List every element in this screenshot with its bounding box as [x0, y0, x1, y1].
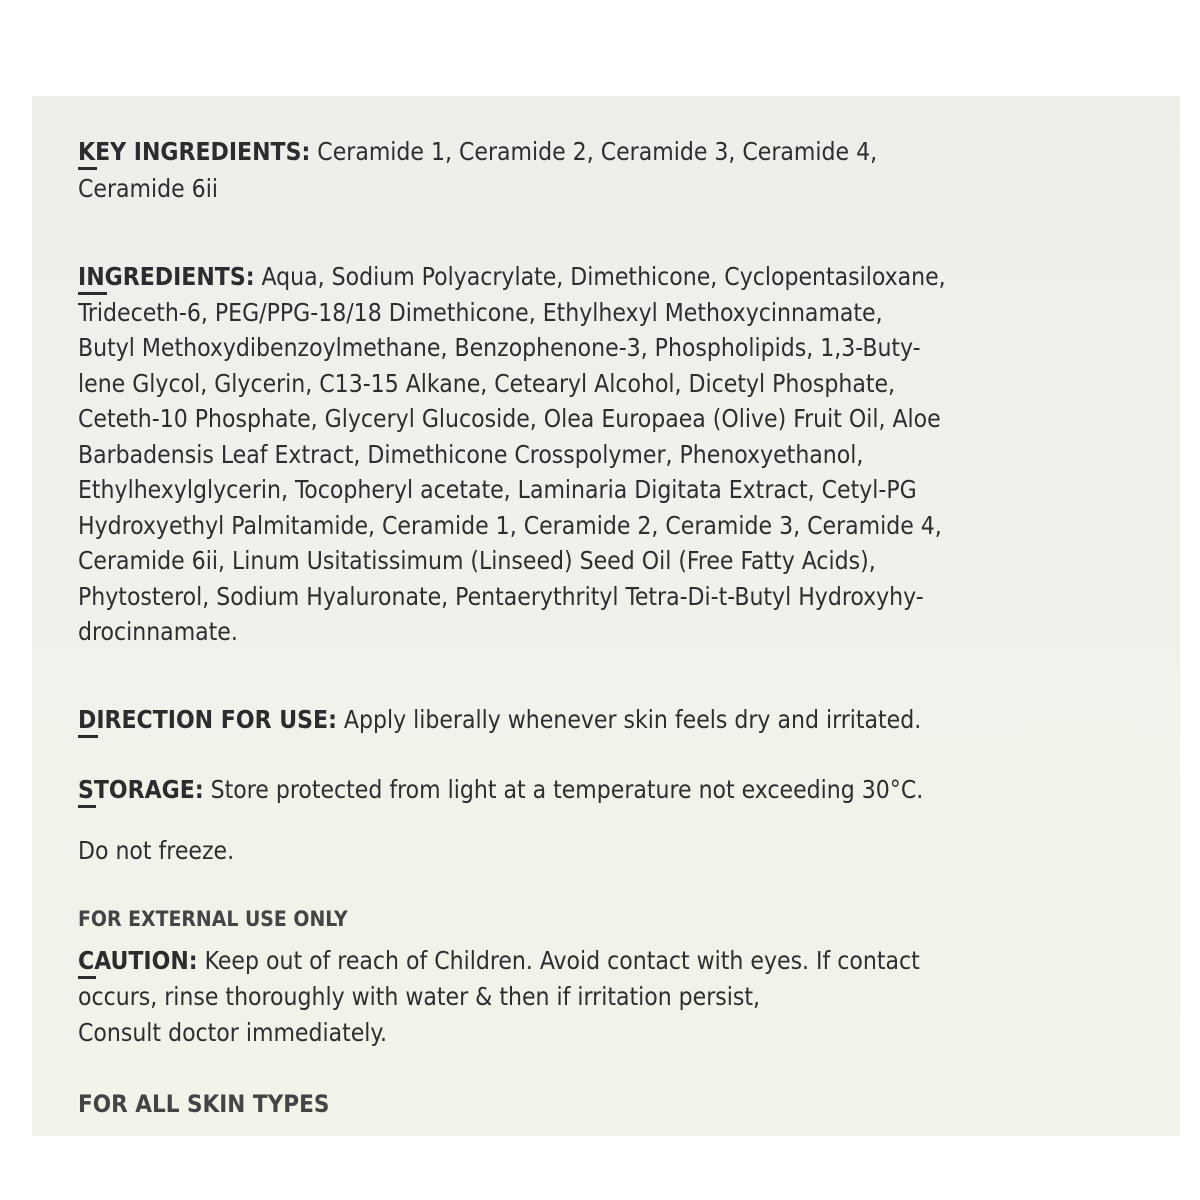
caution-text: Keep out of reach of Children. Avoid contact with eyes. If contact occurs, rinse thoroughly with water & then if irritation persist, Consult doctor immediately.	[78, 946, 920, 1047]
direction-section	[78, 702, 1118, 739]
caution-heading	[78, 946, 198, 975]
direction-heading-first: D	[78, 705, 97, 734]
skin-types-notice: FOR ALL SKIN TYPES	[78, 1090, 330, 1118]
ingredients-heading-first: IN	[78, 262, 105, 291]
direction-text: Apply liberally whenever skin feels dry and irritated.	[343, 705, 922, 734]
caution-heading-first: C	[78, 946, 95, 975]
ingredients-heading	[78, 262, 255, 291]
ingredients-heading-rest: GREDIENTS:	[104, 262, 255, 291]
key-ingredients-section	[78, 134, 1078, 207]
key-ingredients-heading-first: K	[78, 137, 96, 166]
caution-heading-rest: AUTION:	[94, 946, 198, 975]
caution-section	[78, 943, 1118, 1051]
external-use-notice: FOR EXTERNAL USE ONLY	[78, 907, 348, 931]
ingredient-label	[32, 96, 1180, 1136]
storage-heading	[78, 775, 204, 804]
storage-heading-rest: TORAGE:	[93, 775, 204, 804]
ingredients-text: Aqua, Sodium Polyacrylate, Dimethicone, Cyclopentasiloxane, Trideceth-6, PEG/PPG-18/18 Dimethicone, Ethylhexyl Methoxycinnamate, Butyl Methoxydibenzoylmethane, Benzophenone-3, Phospholipids, 1,3-Buty- lene Glycol, Glycerin, C13-15 Alkane, Cetearyl Alcohol, Dicetyl Phosphate, Ceteth-10 Phosphate, Glyceryl Glucoside, Olea Europaea (Olive) Fruit Oil, Aloe Barbadensis Leaf Extract, Dimethicone Crosspolymer, Phenoxyethanol, Ethylhexylglycerin, Tocopheryl acetate, Laminaria Digitata Extract, Cetyl-PG Hydroxyethyl Palmitamide, Ceramide 1, Ceramide 2, Ceramide 3, Ceramide 4, Ceramide 6ii, Linum Usitatissimum (Linseed) Seed Oil (Free Fatty Acids), Phytosterol, Sodium Hyaluronate, Pentaerythrityl Tetra-Di-t-Butyl Hydroxyhy- drocinnamate.	[78, 262, 946, 646]
storage-note: Do not freeze.	[78, 836, 235, 865]
ingredients-section	[78, 259, 1118, 650]
storage-heading-first: S	[78, 775, 94, 804]
storage-text: Store protected from light at a temperature not exceeding 30°C.	[210, 775, 924, 804]
key-ingredients-heading-rest: EY INGREDIENTS:	[95, 137, 311, 166]
key-ingredients-heading	[78, 137, 310, 166]
direction-heading	[78, 705, 337, 734]
key-ingredients-text: Ceramide 1, Ceramide 2, Ceramide 3, Ceramide 4, Ceramide 6ii	[78, 137, 878, 203]
storage-section	[78, 772, 1118, 809]
direction-heading-rest: IRECTION FOR USE:	[96, 705, 337, 734]
